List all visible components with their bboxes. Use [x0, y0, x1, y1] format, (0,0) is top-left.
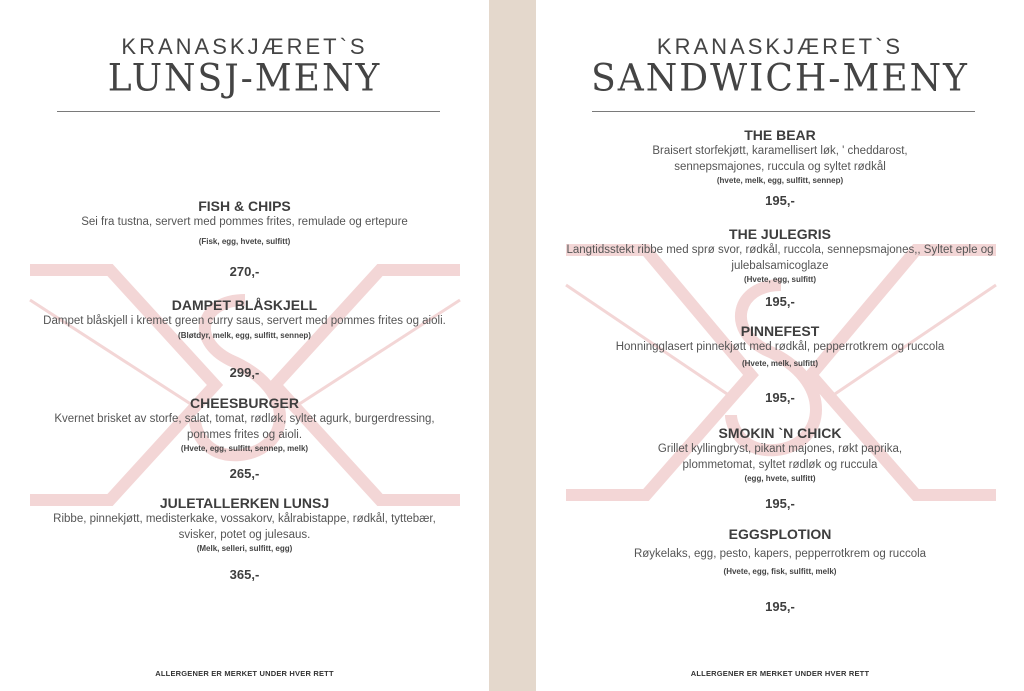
dish-price: 265,-	[229, 466, 260, 481]
allergen-list: (hvete, melk, egg, sulfitt, sennep)	[716, 176, 844, 185]
allergen-list: (Bløtdyr, melk, egg, sulfitt, sennep)	[178, 330, 311, 340]
allergen-list: (Hvete, egg, fisk, sulfitt, melk)	[723, 566, 837, 576]
restaurant-name: KRANASKJÆRET`S	[121, 34, 368, 59]
dish-name: PINNEFEST	[740, 323, 820, 339]
menu-item	[0, 198, 489, 248]
dish-description: Langtidsstekt ribbe med sprø svor, rødkål, ruccola, sennepsmajones,, Syltet eple og julebalsamicoglaze	[566, 244, 994, 272]
menu-item	[0, 495, 489, 555]
allergen-list: (Hvete, egg, sulfitt)	[743, 275, 816, 284]
menu-item	[536, 425, 1024, 485]
dish-price: 299,-	[229, 365, 260, 380]
dish-description: Grillet kyllingbryst, pikant majones, røkt paprika, plommetomat, syltet rødløk og ruccula	[657, 443, 903, 471]
menu-item	[536, 323, 1024, 370]
allergen-list: (Fisk, egg, hvete, sulfitt)	[198, 236, 291, 246]
dish-description: Honningglasert pinnekjøtt med rødkål, pepperrotkrem og ruccola	[615, 341, 945, 353]
menu-item	[536, 526, 1024, 578]
dish-price: 195,-	[765, 193, 795, 208]
allergen-footer-note: ALLERGENER ER MERKET UNDER HVER RETT	[155, 669, 334, 678]
allergen-list: (egg, hvete, sulfitt)	[744, 474, 816, 483]
dish-name: EGGSPLOTION	[728, 526, 832, 542]
allergen-list: (Hvete, melk, sulfitt)	[741, 358, 818, 368]
dish-price: 365,-	[229, 567, 260, 582]
dish-description: Sei fra tustna, servert med pommes frites, remulade og ertepure	[81, 216, 408, 228]
dish-price: 195,-	[765, 496, 795, 511]
menu-item	[536, 226, 1024, 286]
dish-price: 195,-	[765, 390, 795, 405]
dish-description: Dampet blåskjell i kremet green curry saus, servert med pommes frites og aioli.	[43, 315, 446, 327]
allergen-list: (Melk, selleri, sulfitt, egg)	[196, 544, 293, 553]
dish-description: Braisert storfekjøtt, karamellisert løk, ' cheddarost, sennepsmajones, ruccula og syltet rødkål	[652, 145, 908, 173]
dish-name: THE JULEGRIS	[729, 226, 831, 242]
dish-description: Kvernet brisket av storfe, salat, tomat, rødløk, syltet agurk, burgerdressing, pommes frites og aioli.	[54, 413, 435, 441]
dish-name: FISH & CHIPS	[198, 198, 291, 214]
page-title: LUNSJ-MENY	[107, 56, 382, 101]
dish-name: JULETALLERKEN LUNSJ	[159, 495, 330, 511]
dish-name: SMOKIN `N CHICK	[718, 425, 842, 441]
dish-description: Røykelaks, egg, pesto, kapers, pepperrotkrem og ruccola	[633, 548, 927, 560]
allergen-list: (Hvete, egg, sulfitt, sennep, melk)	[180, 444, 309, 453]
watermark-logo-icon	[0, 0, 489, 691]
page-title: SANDWICH-MENY	[591, 56, 969, 101]
divider	[57, 111, 440, 112]
dish-price: 270,-	[229, 264, 260, 279]
menu-item	[536, 127, 1024, 187]
dish-name: DAMPET BLÅSKJELL	[171, 297, 318, 313]
sandwich-menu-page	[536, 0, 1024, 691]
dish-description: Ribbe, pinnekjøtt, medisterkake, vossakorv, kålrabistappe, rødkål, tyttebær, svisker, potet og julesaus.	[53, 513, 436, 541]
lunch-menu-page	[0, 0, 489, 691]
allergen-footer-note: ALLERGENER ER MERKET UNDER HVER RETT	[690, 669, 870, 678]
dish-price: 195,-	[765, 599, 795, 614]
dish-name: THE BEAR	[744, 127, 816, 143]
divider	[592, 111, 975, 112]
dish-price: 195,-	[765, 294, 795, 309]
menu-item	[0, 395, 489, 455]
dish-name: CHEESBURGER	[190, 395, 299, 411]
menu-item	[0, 297, 489, 342]
restaurant-name: KRANASKJÆRET`S	[656, 34, 904, 59]
